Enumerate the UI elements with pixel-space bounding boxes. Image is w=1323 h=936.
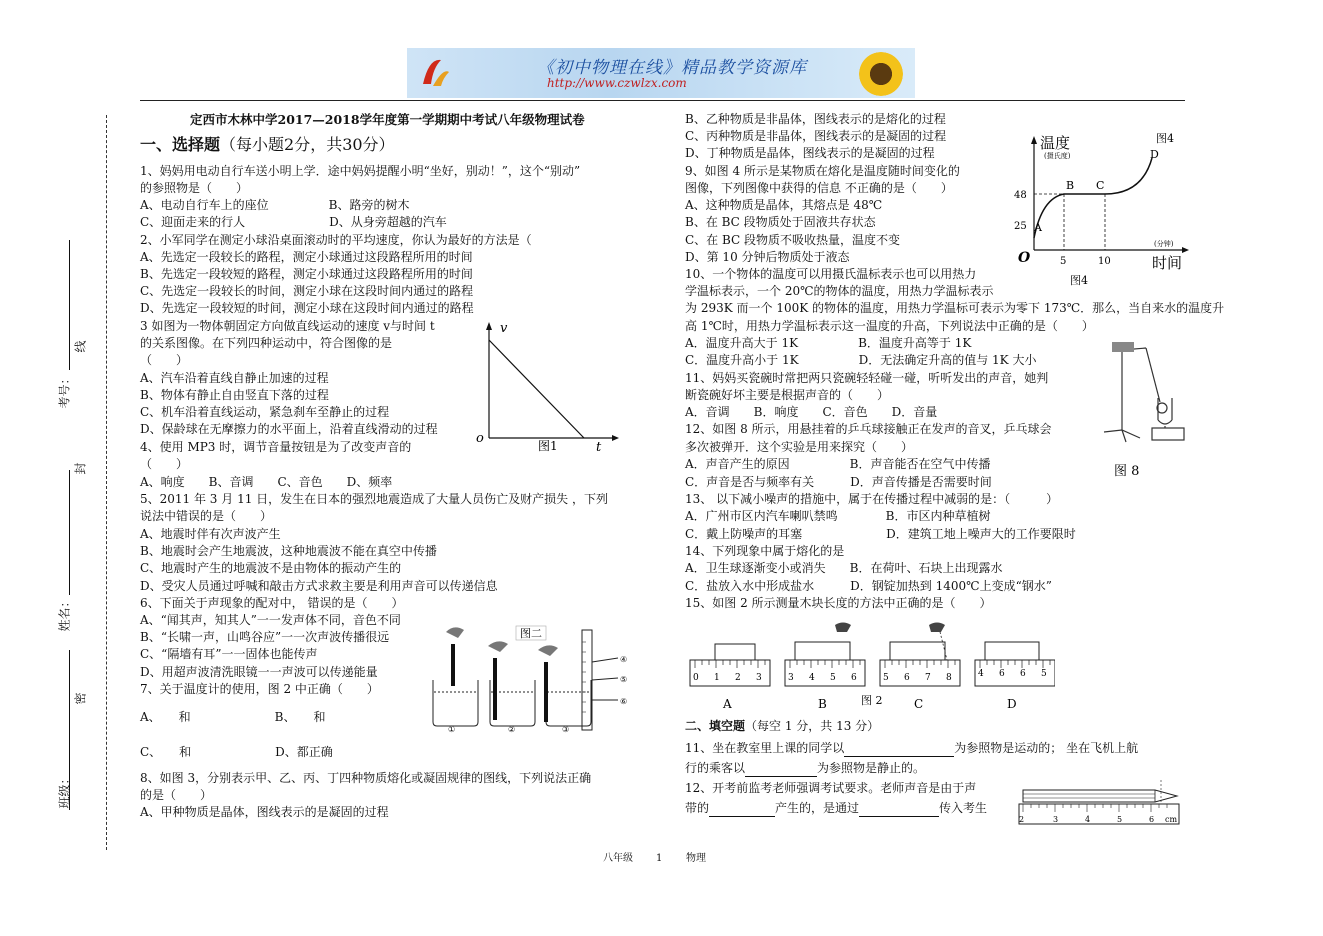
- left-question-line: 的参照物是（ ）: [140, 181, 249, 195]
- ruler-c-tick-8: 8: [946, 673, 952, 683]
- fig4-tick-25: 25: [1014, 221, 1027, 232]
- left-question-line: 6、下面关于声现象的配对中， 错误的是（ ）: [140, 596, 404, 610]
- therm-mark-4: ④: [620, 655, 628, 664]
- left-question-line: D、用超声波清洗眼镜一一声波可以传递能量: [140, 665, 378, 679]
- right-question-line: 10、一个物体的温度可以用摄氏温标表示也可以用热力: [685, 267, 977, 281]
- left-question-line: 2、小军同学在测定小球沿桌面滚动时的平均速度，你认为最好的方法是（: [140, 233, 532, 247]
- fig-beakers-caption: 图二: [520, 627, 542, 640]
- ruler-d-tick-b: 6: [999, 669, 1005, 679]
- fill-q11-line2: [685, 760, 925, 777]
- footer-subject: 物理: [686, 853, 706, 864]
- left-question-line: D、先选定一段较短的时间，测定小球在这段时间内通过的路程: [140, 301, 474, 315]
- right-question-line: 15、如图 2 所示测量木块长度的方法中正确的是（ ）: [685, 596, 992, 610]
- figure-2-rulers: [685, 620, 1055, 715]
- right-question-line: D、第 10 分钟后物质处于液态: [685, 250, 850, 264]
- right-question-line: A．温度升高大于 1K B．温度升高等于 1K: [685, 336, 972, 350]
- right-question-line: B、在 BC 段物质处于固液共存状态: [685, 215, 876, 229]
- left-question-line: C、迎面走来的行人 D、从身旁超越的汽车: [140, 215, 447, 229]
- left-question-line: D、受灾人员通过呼喊和敲击方式求救主要是利用声音可以传递信息: [140, 579, 498, 593]
- fig4-tick-5: 5: [1060, 256, 1067, 267]
- right-question-line: C．温度升高小于 1K D．无法确定升高的值与 1K 大小: [685, 353, 1037, 367]
- fig4-point-d: D: [1150, 148, 1159, 161]
- ruler-d-tick-c: 6: [1020, 669, 1026, 679]
- left-question-line: C、地震时产生的地震波不是由物体的振动产生的: [140, 561, 402, 575]
- ruler-c-tick-6: 6: [904, 673, 910, 683]
- right-question-line: A．广州市区内汽车喇叭禁鸣 B．市区内种草植树: [685, 509, 991, 523]
- fig4-point-a: A: [1034, 221, 1042, 234]
- ruler-a-tick-1: 1: [714, 673, 720, 683]
- left-question-line: B、地震时会产生地震波，这种地震波不能在真空中传播: [140, 544, 437, 558]
- figure-4-melting-curve: [1010, 128, 1190, 288]
- fill-q12-line1: 12、开考前监考老师强调考试要求。老师声音是由于声: [685, 781, 977, 795]
- left-question-line: 的关系图像。在下列四种运动中，符合图像的是: [140, 336, 393, 350]
- fig8-caption: 图 8: [1114, 464, 1140, 479]
- feng-label: 封: [73, 462, 88, 475]
- right-question-line: 图像，下列图像中获得的信息 不正确的是（ ）: [685, 181, 953, 195]
- ruler-letter-d: D: [1007, 697, 1017, 711]
- figure-1-vt-graph: [472, 318, 622, 458]
- right-question-line: C、丙种物质是非晶体，图线表示的是凝固的过程: [685, 129, 947, 143]
- q12-text-c: 产生的，是通过: [775, 801, 860, 815]
- left-question-line: C、“隔墙有耳”一一固体也能传声: [140, 647, 318, 661]
- left-question-line: （ ）: [140, 457, 189, 471]
- ruler-d-tick-a: 4: [978, 669, 984, 679]
- q12-text-d: 传入考生: [939, 801, 988, 815]
- num-blank: [69, 240, 70, 370]
- name-blank: [69, 470, 70, 595]
- footer-page: 1: [656, 853, 663, 864]
- right-question-line: D、丁种物质是晶体，图线表示的是凝固的过程: [685, 146, 935, 160]
- q12-text-b: 带的: [685, 801, 710, 815]
- left-question-line: 4、使用 MP3 时，调节音量按钮是为了改变声音的: [140, 440, 412, 454]
- left-question-line: （ ）: [140, 353, 189, 367]
- ruler-a-tick-3: 3: [756, 673, 762, 683]
- class-blank: [69, 650, 70, 810]
- right-question-line: C．戴上防噪声的耳塞 D．建筑工地上噪声大的工作要限时: [685, 527, 1076, 541]
- ruler-b-tick-3: 3: [788, 673, 794, 683]
- left-question-line: 说法中错误的是（ ）: [140, 509, 273, 523]
- pencil-tick-2: 2: [1019, 815, 1025, 824]
- right-question-line: 9、如图 4 所示是某物质在熔化是温度随时间变化的: [685, 164, 960, 178]
- right-question-line: 断瓷碗好坏主要是根据声音的（ ）: [685, 388, 890, 402]
- fig1-v: v: [500, 321, 508, 336]
- figure-2-beakers: [428, 622, 633, 734]
- fig4-origin: O: [1018, 250, 1031, 266]
- ruler-c-tick-7: 7: [925, 673, 931, 683]
- fig4-tick-10: 10: [1098, 256, 1111, 267]
- footer-grade: 八年级: [603, 853, 633, 864]
- left-question-line: 5、2011 年 3 月 11 日，发生在日本的强烈地震造成了大量人员伤亡及财产损失 ，下列: [140, 492, 608, 506]
- left-question-line: A、电动自行车上的座位 B、路旁的树木: [140, 198, 410, 212]
- fig4-caption: 图4: [1070, 274, 1088, 287]
- mi-label: 密: [73, 692, 88, 705]
- ruler-b-tick-6: 6: [851, 673, 857, 683]
- left-question-line: A、汽车沿着直线自静止加速的过程: [140, 371, 329, 385]
- left-question-line: A、地震时伴有次声波产生: [140, 527, 281, 541]
- left-question-line: D、保龄球在无摩擦力的水平面上，沿着直线滑动的过程: [140, 422, 438, 436]
- exam-title: 定西市木林中学2017—2018学年度第一学期期中考试八年级物理试卷: [190, 112, 585, 127]
- left-question-line: C、 和 D、都正确: [140, 745, 333, 759]
- banner-url: http://www.czwlzx.com: [547, 76, 687, 90]
- beaker-label-1: ①: [448, 725, 456, 734]
- header-rule: [140, 100, 1185, 101]
- figure-pencil-ruler: [1015, 778, 1185, 830]
- right-question-line: A．音调 B．响度 C．音色 D．音量: [685, 405, 938, 419]
- pencil-tick-cm: cm: [1165, 815, 1178, 824]
- left-question-line: A、 和 B、 和: [140, 710, 326, 724]
- ruler-c-tick-5: 5: [883, 673, 889, 683]
- left-question-line: A、“闻其声，知其人”一一发声体不同，音色不同: [140, 613, 401, 627]
- right-question-line: 高 1℃时，用热力学温标表示这一温度的升高，下列说法中正确的是（ ）: [685, 319, 1094, 333]
- left-question-line: B、先选定一段较短的路程，测定小球通过这段路程所用的时间: [140, 267, 473, 281]
- right-question-line: 11、妈妈买瓷碗时常把两只瓷碗轻轻碰一碰，听听发出的声音，她判: [685, 371, 1049, 385]
- pencil-tick-3: 3: [1053, 815, 1059, 824]
- header-banner: [407, 48, 915, 98]
- ruler-letter-a: A: [723, 697, 732, 711]
- num-label: 考号：: [57, 372, 72, 409]
- q11-blank-2[interactable]: [745, 764, 817, 777]
- left-question-line: 1、妈妈用电动自行车送小明上学．途中妈妈提醒小明“坐好，别动！”，这个“别动”: [140, 164, 581, 178]
- left-question-line: 的是（ ）: [140, 788, 213, 802]
- fill-q11-line1: [685, 740, 1138, 757]
- left-question-line: 3 如图为一物体朝固定方向做直线运动的速度 v与时间 t: [140, 319, 435, 333]
- ruler-b-tick-5: 5: [830, 673, 836, 683]
- section1-title: 一、选择题: [140, 135, 221, 154]
- right-question-line: A．卫生球逐渐变小或消失 B．在荷叶、石块上出现露水: [685, 561, 1003, 575]
- right-question-line: 为 293K 而一个 100K 的物体的温度，用热力学温标可表示为零下 173℃．那么，当自来水的温度升: [685, 301, 1225, 315]
- left-question-line: B、物体有静止自由竖直下落的过程: [140, 388, 329, 402]
- ruler-letter-b: B: [818, 697, 827, 711]
- right-question-line: 学温标表示，一个 20℃的物体的温度，用热力学温标表示: [685, 284, 994, 298]
- binding-line: [106, 115, 107, 850]
- left-question-line: C、先选定一段较长的时间，测定小球在这段时间内通过的路程: [140, 284, 474, 298]
- pencil-tick-4: 4: [1085, 815, 1091, 824]
- ruler-letter-c: C: [914, 697, 924, 711]
- fig4-tick-48: 48: [1014, 190, 1027, 201]
- ruler-d-tick-d: 5: [1041, 669, 1047, 679]
- q11-text-b: 为参照物是运动的； 坐在飞机上航: [954, 741, 1139, 755]
- q11-text-d: 为参照物是静止的。: [817, 761, 926, 775]
- left-question-line: A、先选定一段较长的路程，测定小球通过这段路程所用的时间: [140, 250, 473, 264]
- therm-mark-5: ⑤: [620, 675, 628, 684]
- fig4-xlabel: 时间: [1152, 254, 1183, 272]
- right-question-line: 14、下列现象中属于熔化的是: [685, 544, 845, 558]
- pencil-tick-6: 6: [1149, 815, 1155, 824]
- binding-margin: [57, 110, 100, 850]
- beaker-label-2: ②: [508, 725, 516, 734]
- logo-icon: [417, 54, 453, 90]
- fig4-ylabel: 温度: [1040, 134, 1071, 152]
- section2-note: （每空 1 分，共 13 分）: [745, 719, 880, 733]
- section1-heading: [140, 135, 395, 155]
- left-question-line: 8、如图 3，分别表示甲、乙、丙、丁四种物质熔化或凝固规律的图线，下列说法正确: [140, 771, 592, 785]
- ruler-b-tick-4: 4: [809, 673, 815, 683]
- ruler-a-tick-0: 0: [693, 673, 699, 683]
- right-question-line: C．盐放入水中形成盐水 D．钢锭加热到 1400℃上变成“钢水”: [685, 579, 1052, 593]
- fig4-point-c: C: [1096, 179, 1105, 192]
- fig1-o: o: [476, 431, 484, 446]
- sunflower-icon: [859, 52, 903, 96]
- left-question-line: 7、关于温度计的使用，图 2 中正确（ ）: [140, 682, 379, 696]
- right-question-line: 13、 以下减小噪声的措施中，属于在传播过程中减弱的是：（ ）: [685, 492, 1059, 506]
- right-question-line: 12、如图 8 所示，用悬挂着的乒乓球接触正在发声的音叉，乒乓球会: [685, 422, 1052, 436]
- left-question-line: B、“长啸一声，山鸣谷应”一一次声波传播很远: [140, 630, 390, 644]
- name-label: 姓名：: [57, 595, 72, 632]
- section2-heading: [685, 718, 879, 735]
- right-question-line: B、乙种物质是非晶体，图线表示的是熔化的过程: [685, 112, 946, 126]
- therm-mark-6: ⑥: [620, 697, 628, 706]
- pencil-tick-5: 5: [1117, 815, 1123, 824]
- fill-q12-line2: [685, 800, 987, 817]
- section1-note: （每小题2分，共30分）: [220, 135, 395, 154]
- right-question-line: A．声音产生的原因 B．声音能否在空气中传播: [685, 457, 991, 471]
- left-question-line: A、响度 B、音调 C、音色 D、频率: [140, 475, 393, 489]
- fig4-yunit: (摄氏度): [1044, 152, 1071, 160]
- fig4-xunit: (分钟): [1154, 240, 1174, 248]
- fig4-tag: 图4: [1156, 132, 1174, 145]
- fig4-point-b: B: [1066, 179, 1075, 192]
- left-question-line: C、机车沿着直线运动，紧急刹车至静止的过程: [140, 405, 390, 419]
- xian-label: 线: [73, 340, 88, 353]
- fig1-t: t: [596, 440, 602, 455]
- q12-blank-1[interactable]: [709, 804, 775, 817]
- q11-text-a: 11、坐在教室里上课的同学以: [685, 741, 845, 755]
- ruler-caption: 图 2: [861, 694, 883, 707]
- right-question-line: A、这种物质是晶体，其熔点是 48℃: [685, 198, 883, 212]
- q11-blank-1[interactable]: [844, 744, 954, 757]
- left-question-line: A、甲种物质是晶体，图线表示的是凝固的过程: [140, 805, 389, 819]
- right-question-line: 多次被弹开．这个实验是用来探究（ ）: [685, 440, 914, 454]
- section2-title: 二、填空题: [685, 719, 746, 733]
- beaker-label-3: ③: [562, 725, 570, 734]
- ruler-a-tick-2: 2: [735, 673, 741, 683]
- right-question-line: C．声音是否与频率有关 D．声音传播是否需要时间: [685, 475, 992, 489]
- right-question-line: C、在 BC 段物质不吸收热量，温度不变: [685, 233, 901, 247]
- figure-8-tuning-fork: [1100, 338, 1190, 488]
- class-label: 班级：: [57, 772, 72, 809]
- banner-title: 《初中物理在线》精品教学资源库: [537, 58, 807, 78]
- q11-text-c: 行的乘客以: [685, 761, 746, 775]
- fig1-caption: 图1: [538, 439, 558, 453]
- q12-blank-2[interactable]: [859, 804, 939, 817]
